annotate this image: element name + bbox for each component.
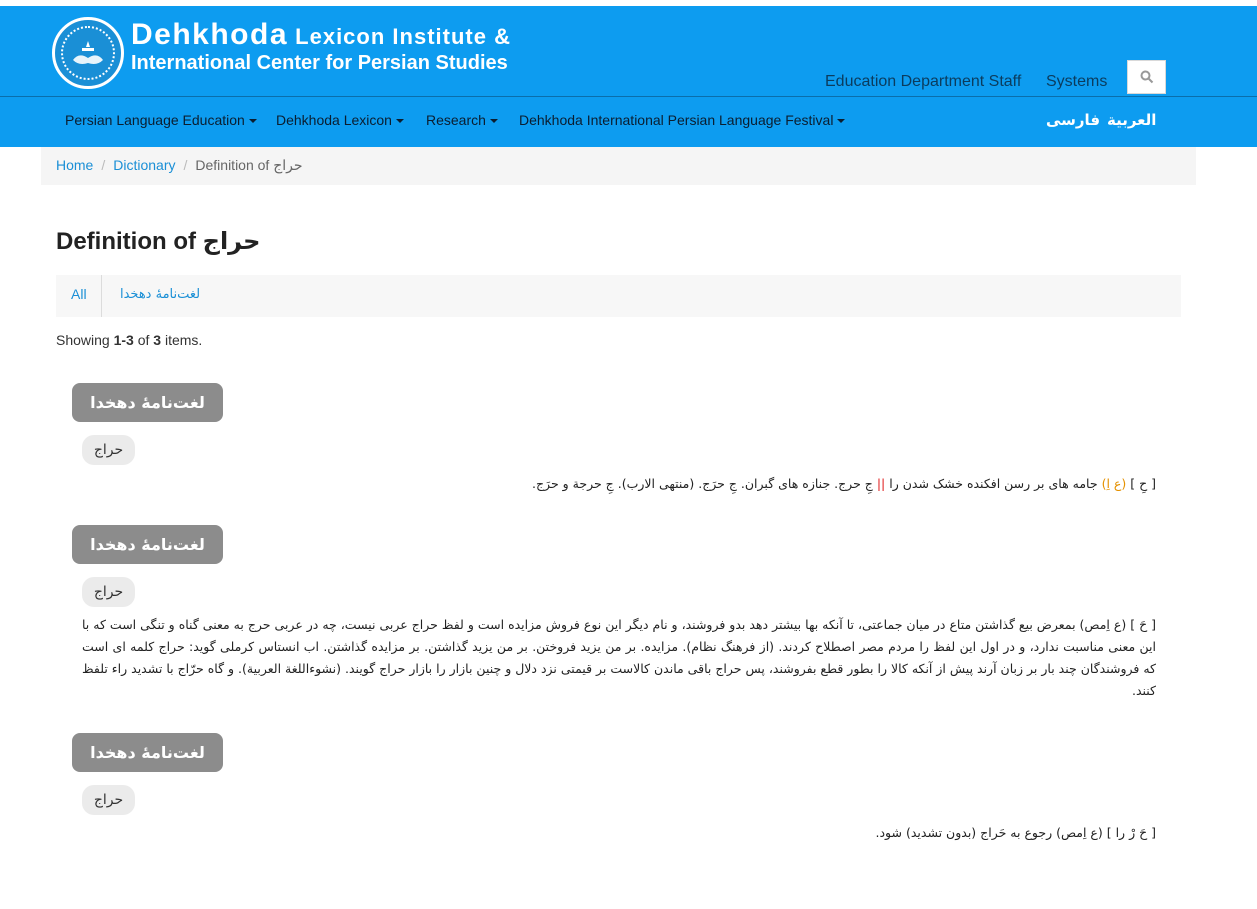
word-chip[interactable]: حراج: [82, 435, 135, 465]
tab-all[interactable]: All: [71, 286, 87, 302]
page-title: [56, 227, 260, 256]
brand-line2: International Center for Persian Studies: [131, 52, 508, 74]
site-header: [0, 6, 1257, 97]
lang-arabic[interactable]: العربية: [1107, 111, 1157, 129]
title-prefix: Definition of: [56, 228, 196, 255]
lang-farsi[interactable]: فارسی: [1046, 111, 1101, 129]
link-education-staff[interactable]: Education Department Staff: [825, 73, 1022, 90]
breadcrumb-separator: /: [183, 157, 188, 173]
brand-dehkhoda: Dehkhoda: [131, 18, 289, 51]
tab-dehkhoda[interactable]: لغت‌نامهٔ دهخدا: [120, 287, 201, 302]
definition-text: [ حَ رْ را ] (ع اِمص) رجوع به حَراج (بدون تشدید) شود.: [875, 825, 1156, 840]
tab-divider: [101, 275, 102, 317]
link-systems[interactable]: Systems: [1046, 73, 1108, 90]
nav-dehkhoda-lexicon[interactable]: Dehkhoda Lexicon: [276, 112, 404, 128]
seal-emblem-icon: [71, 38, 105, 68]
caret-down-icon: [490, 119, 498, 123]
breadcrumb-dictionary[interactable]: Dictionary: [113, 157, 176, 173]
university-seal-logo[interactable]: [52, 17, 124, 89]
caret-down-icon: [396, 119, 404, 123]
breadcrumb-home[interactable]: Home: [56, 157, 94, 173]
search-button[interactable]: [1127, 60, 1166, 94]
word-chip[interactable]: حراج: [82, 577, 135, 607]
breadcrumb: [41, 147, 1196, 185]
source-filter-bar: [56, 275, 1181, 317]
breadcrumb-current: Definition of حراج: [195, 157, 303, 173]
main-nav: [0, 96, 1257, 147]
search-icon: [1140, 70, 1154, 84]
definition-text: [ حِ ] (ع اِ) جامه های بر رسن افکنده خشک شدن را || جِ حرج. جنازه های گبران. جِ حرَج. (منتهی الارب). جِ حرجة و حرَج.: [532, 476, 1156, 491]
brand-line1-rest: Lexicon Institute &: [295, 24, 511, 49]
caret-down-icon: [249, 119, 257, 123]
results-summary: Showing 1-3 of 3 items.: [56, 332, 203, 348]
grammar-tag: (ع اِ): [1101, 476, 1127, 491]
nav-festival[interactable]: Dehkhoda International Persian Language Festival: [519, 112, 845, 128]
caret-down-icon: [837, 119, 845, 123]
definition-text: [ حَ ] (ع اِمص) بمعرض بیع گذاشتن متاع در میان جماعتی، تا آنکه بها بیشتر دهد بدو فروشند، و نام دیگر این نوع فروش مزایده است و لفظ حراج عربی نیست، چه در عربی حرج به معنی گناه و تنگی است که با این معنی مناسبت ندارد، و در اول این لفظ را مردم مصر اصطلاح کردند. (از فرهنگ نظام). مزایده. بر من یزید فروختن. بر من یزید گذاشتن. بر مزایده گذاشتن. اب انستاس کرملی گوید: حراج کلمه ای است که فروشندگان چند بار بر زبان آرند پیش از آنکه کالا را بطور قطع بفروشند، پس حراج باقی ماندن کالاست بر قیمتی نزد دلال و چنین بازار را بازار حراج گویند. (نشوءاللغة العربیة). و گاه حرّاج با تشدید راء تلفظ کنند.: [82, 617, 1156, 698]
brand-title[interactable]: [131, 18, 511, 75]
word-chip[interactable]: حراج: [82, 785, 135, 815]
source-badge[interactable]: لغت‌نامهٔ دهخدا: [72, 733, 223, 772]
title-word: حراج: [202, 227, 261, 255]
source-badge[interactable]: لغت‌نامهٔ دهخدا: [72, 383, 223, 422]
nav-research[interactable]: Research: [426, 112, 498, 128]
source-badge[interactable]: لغت‌نامهٔ دهخدا: [72, 525, 223, 564]
sense-separator: ||: [876, 476, 886, 491]
summary-range: 1-3: [113, 332, 134, 348]
nav-persian-education[interactable]: Persian Language Education: [65, 112, 257, 128]
summary-total: 3: [153, 332, 162, 348]
breadcrumb-separator: /: [101, 157, 106, 173]
